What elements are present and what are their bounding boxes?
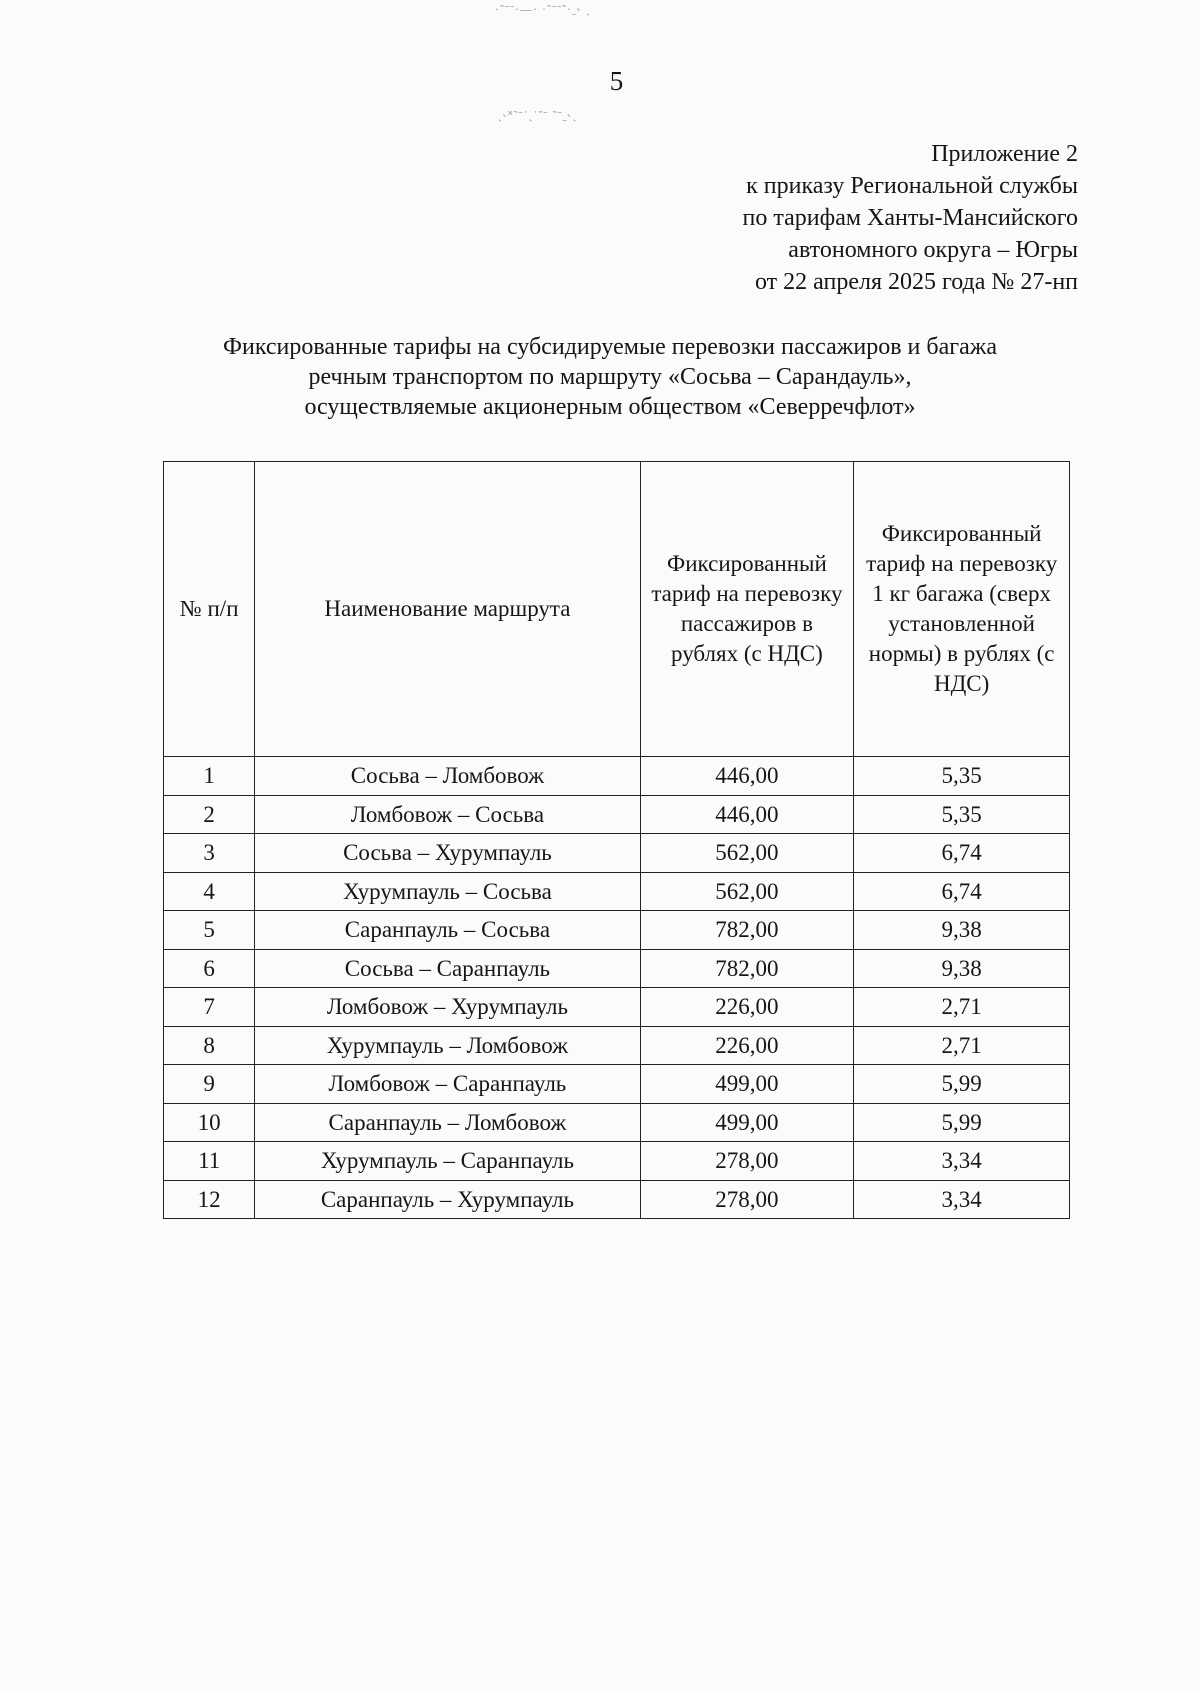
title-line: речным транспортом по маршруту «Сосьва – Сарандауль»,: [308, 364, 912, 390]
header-baggage-tariff-text: Фиксированный тариф на перевозку 1 кг багажа (сверх установленной нормы) в рублях (с НДС): [866, 521, 1058, 696]
cell-passenger-tariff: 278,00: [640, 1180, 854, 1219]
header-baggage-tariff: [854, 462, 1070, 757]
cell-route: Сосьва – Ломбовож: [255, 757, 640, 796]
header-number: № п/п: [164, 462, 255, 757]
cell-number: 1: [164, 757, 255, 796]
title-line: Фиксированные тарифы на субсидируемые перевозки пассажиров и багажа: [223, 334, 997, 360]
cell-baggage-tariff: 3,34: [854, 1180, 1070, 1219]
appendix-line: автономного округа – Югры: [788, 237, 1078, 263]
table-row: [164, 988, 1070, 1027]
table-row: [164, 911, 1070, 950]
table-row: [164, 757, 1070, 796]
cell-number: 5: [164, 911, 255, 950]
table-row: [164, 949, 1070, 988]
cell-baggage-tariff: 9,38: [854, 949, 1070, 988]
cell-number: 9: [164, 1065, 255, 1104]
appendix-line: к приказу Региональной службы: [746, 173, 1078, 199]
cell-number: 10: [164, 1103, 255, 1142]
cell-passenger-tariff: 499,00: [640, 1065, 854, 1104]
cell-route: Саранпауль – Хурумпауль: [255, 1180, 640, 1219]
table-row: [164, 1065, 1070, 1104]
cell-number: 2: [164, 795, 255, 834]
cell-route: Хурумпауль – Сосьва: [255, 872, 640, 911]
cell-baggage-tariff: 5,35: [854, 795, 1070, 834]
cell-passenger-tariff: 226,00: [640, 1026, 854, 1065]
appendix-line: от 22 апреля 2025 года № 27-нп: [754, 269, 1078, 295]
header-passenger-tariff-text: Фиксированный тариф на перевозку пассажиров в рублях (с НДС): [651, 551, 843, 666]
cell-number: 7: [164, 988, 255, 1027]
cell-passenger-tariff: 562,00: [640, 834, 854, 873]
cell-passenger-tariff: 782,00: [640, 949, 854, 988]
table-header-row: [164, 462, 1070, 757]
cell-baggage-tariff: 5,99: [854, 1065, 1070, 1104]
cell-number: 6: [164, 949, 255, 988]
cell-passenger-tariff: 782,00: [640, 911, 854, 950]
cell-route: Саранпауль – Ломбовож: [255, 1103, 640, 1142]
cell-baggage-tariff: 6,74: [854, 872, 1070, 911]
scan-artifact-mid: ˎ˞˟˜ˉ˙ˎ˙˘ˉ ˜ˉˍ˞ˎ: [498, 108, 578, 122]
appendix-line: по тарифам Ханты-Мансийского: [742, 205, 1078, 231]
table-row: [164, 1026, 1070, 1065]
document-title: [140, 332, 1080, 422]
cell-number: 4: [164, 872, 255, 911]
cell-route: Сосьва – Хурумпауль: [255, 834, 640, 873]
cell-route: Саранпауль – Сосьва: [255, 911, 640, 950]
table-row: [164, 1180, 1070, 1219]
cell-route: Ломбовож – Саранпауль: [255, 1065, 640, 1104]
cell-number: 8: [164, 1026, 255, 1065]
appendix-header: [743, 138, 1078, 298]
header-route: Наименование маршрута: [255, 462, 640, 757]
title-line: осуществляемые акционерным обществом «Северречфлот»: [304, 394, 916, 420]
cell-passenger-tariff: 499,00: [640, 1103, 854, 1142]
cell-route: Ломбовож – Сосьва: [255, 795, 640, 834]
cell-baggage-tariff: 5,35: [854, 757, 1070, 796]
table-row: [164, 795, 1070, 834]
table-row: [164, 1103, 1070, 1142]
cell-baggage-tariff: 2,71: [854, 1026, 1070, 1065]
cell-baggage-tariff: 6,74: [854, 834, 1070, 873]
page-number: 5: [609, 66, 624, 96]
cell-number: 11: [164, 1142, 255, 1181]
cell-number: 12: [164, 1180, 255, 1219]
cell-number: 3: [164, 834, 255, 873]
tariff-table: [163, 461, 1070, 1219]
cell-baggage-tariff: 9,38: [854, 911, 1070, 950]
cell-passenger-tariff: 446,00: [640, 795, 854, 834]
scan-artifact-top: ·˜ˉˉ·—· ·˜ˉˉ˜·ˍ˞ ˎ: [495, 2, 591, 16]
table-row: [164, 834, 1070, 873]
cell-route: Сосьва – Саранпауль: [255, 949, 640, 988]
cell-passenger-tariff: 278,00: [640, 1142, 854, 1181]
header-passenger-tariff: [640, 462, 854, 757]
cell-baggage-tariff: 5,99: [854, 1103, 1070, 1142]
cell-passenger-tariff: 446,00: [640, 757, 854, 796]
cell-route: Ломбовож – Хурумпауль: [255, 988, 640, 1027]
table-row: [164, 1142, 1070, 1181]
cell-baggage-tariff: 3,34: [854, 1142, 1070, 1181]
appendix-line: Приложение 2: [931, 141, 1078, 167]
cell-route: Хурумпауль – Ломбовож: [255, 1026, 640, 1065]
cell-passenger-tariff: 226,00: [640, 988, 854, 1027]
table-row: [164, 872, 1070, 911]
cell-route: Хурумпауль – Саранпауль: [255, 1142, 640, 1181]
cell-passenger-tariff: 562,00: [640, 872, 854, 911]
cell-baggage-tariff: 2,71: [854, 988, 1070, 1027]
